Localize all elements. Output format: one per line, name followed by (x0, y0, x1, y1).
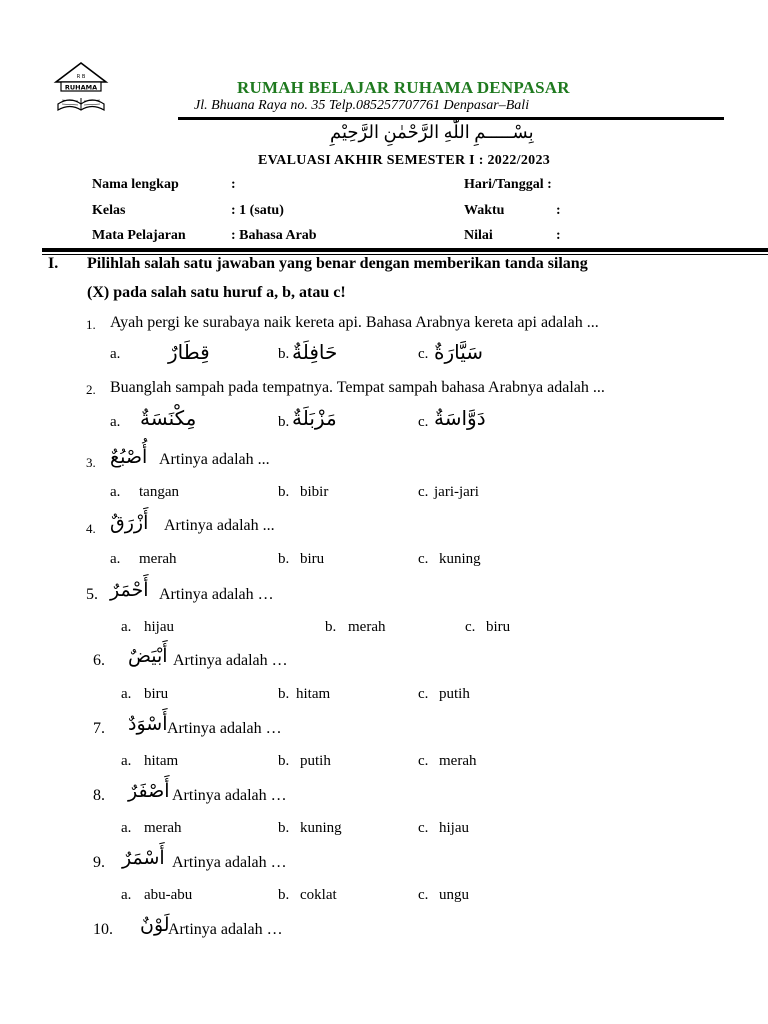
option-label[interactable]: a. (121, 619, 132, 635)
option-c[interactable]: jari-jari (434, 484, 479, 500)
option-c[interactable]: putih (439, 686, 470, 702)
option-a[interactable]: abu-abu (144, 887, 193, 903)
question-text: Buanglah sampah pada tempatnya. Tempat sampah bahasa Arabnya adalah ... (110, 379, 605, 396)
option-label[interactable]: a. (121, 686, 132, 702)
option-label[interactable]: b. (278, 346, 290, 362)
question-text: Ayah pergi ke surabaya naik kereta api. Bahasa Arabnya kereta api adalah ... (110, 314, 599, 331)
option-label[interactable]: c. (418, 484, 429, 500)
question-text: Artinya adalah … (159, 586, 274, 603)
question-number: 3. (86, 455, 96, 470)
option-label[interactable]: a. (121, 887, 132, 903)
option-c[interactable]: hijau (439, 820, 469, 836)
question-number: 2. (86, 382, 96, 397)
basmalah: بِسْـــــمِ اللّٰهِ الرَّحْمٰنِ الرَّحِيْمِ (330, 122, 534, 142)
option-label[interactable]: c. (418, 887, 429, 903)
option-label[interactable]: c. (418, 414, 429, 430)
school-logo (52, 60, 110, 114)
question-text: Artinya adalah … (172, 854, 287, 871)
option-label[interactable]: a. (110, 551, 121, 567)
option-b[interactable]: coklat (300, 887, 337, 903)
option-label[interactable]: c. (418, 820, 429, 836)
option-label[interactable]: a. (121, 820, 132, 836)
class-label: Kelas (92, 203, 126, 218)
question-text: Artinya adalah … (167, 720, 282, 737)
option-label[interactable]: c. (465, 619, 476, 635)
question-text: Artinya adalah ... (159, 451, 270, 468)
instruction-line-1: Pilihlah salah satu jawaban yang benar dengan memberikan tanda silang (87, 255, 588, 272)
option-c[interactable]: ungu (439, 887, 469, 903)
option-label[interactable]: b. (278, 753, 290, 769)
option-label[interactable]: c. (418, 346, 429, 362)
question-number: 8. (93, 787, 105, 804)
option-label[interactable]: b. (278, 484, 290, 500)
exam-title: EVALUASI AKHIR SEMESTER I : 2022/2023 (258, 153, 551, 168)
question-arabic: أَزْرَقٌ (110, 512, 149, 534)
option-a[interactable]: قِطَارٌ (168, 340, 210, 364)
logo-small-text: R B (76, 74, 86, 80)
question-number: 9. (93, 854, 105, 871)
option-label[interactable]: b. (278, 686, 290, 702)
option-c[interactable]: kuning (439, 551, 481, 567)
section-number: I. (48, 255, 59, 272)
time-label: Waktu (464, 203, 505, 218)
option-label[interactable]: a. (121, 753, 132, 769)
option-c[interactable]: biru (486, 619, 511, 635)
question-arabic: أُصْبُعٌ (110, 446, 148, 468)
class-value: : 1 (satu) (231, 203, 284, 218)
option-label[interactable]: c. (418, 551, 429, 567)
subject-label: Mata Pelajaran (92, 228, 186, 243)
question-text: Artinya adalah … (168, 921, 283, 938)
option-label[interactable]: c. (418, 686, 429, 702)
info-divider (42, 248, 768, 252)
option-b[interactable]: merah (348, 619, 386, 635)
option-c[interactable]: سَيَّارَةٌ (434, 340, 484, 364)
time-colon: : (556, 203, 561, 218)
option-b[interactable]: biru (300, 551, 325, 567)
option-label[interactable]: b. (278, 414, 290, 430)
option-label[interactable]: a. (110, 346, 121, 362)
option-a[interactable]: مِكْنَسَةٌ (140, 406, 197, 430)
question-text: Artinya adalah … (172, 787, 287, 804)
option-c[interactable]: دَوَّاسَةٌ (434, 406, 486, 430)
question-arabic: أَحْمَرٌ (110, 579, 149, 601)
option-a[interactable]: biru (144, 686, 169, 702)
question-number: 10. (93, 921, 113, 938)
option-b[interactable]: putih (300, 753, 331, 769)
question-arabic: أَسْمَرٌ (122, 847, 165, 869)
score-label: Nilai (464, 228, 493, 243)
option-label[interactable]: b. (278, 820, 290, 836)
question-number: 7. (93, 720, 105, 737)
option-label[interactable]: b. (278, 551, 290, 567)
option-a[interactable]: hitam (144, 753, 179, 769)
score-colon: : (556, 228, 561, 243)
option-b[interactable]: bibir (300, 484, 329, 500)
date-label: Hari/Tanggal : (464, 177, 552, 192)
question-arabic: أَبْيَضٌ (128, 645, 168, 667)
option-label[interactable]: b. (325, 619, 337, 635)
question-arabic: أَصْفَرٌ (128, 780, 170, 802)
question-number: 4. (86, 521, 96, 536)
option-b[interactable]: حَافِلَةٌ (292, 340, 338, 364)
option-a[interactable]: hijau (144, 619, 174, 635)
option-b[interactable]: مَزْبَلَةٌ (292, 406, 337, 430)
question-number: 1. (86, 317, 96, 332)
question-arabic: أَسْوَدٌ (128, 713, 168, 735)
organization-address: Jl. Bhuana Raya no. 35 Telp.085257707761 Denpasar–Bali (194, 98, 530, 113)
option-label[interactable]: a. (110, 414, 121, 430)
option-label[interactable]: c. (418, 753, 429, 769)
logo-text: RUHAMA (64, 83, 98, 92)
option-a[interactable]: merah (144, 820, 182, 836)
name-value[interactable]: : (231, 177, 236, 192)
question-number: 6. (93, 652, 105, 669)
option-a[interactable]: tangan (139, 484, 179, 500)
option-b[interactable]: kuning (300, 820, 342, 836)
name-label: Nama lengkap (92, 177, 179, 192)
instruction-line-2: (X) pada salah satu huruf a, b, atau c! (87, 284, 346, 301)
header-divider (178, 117, 724, 120)
option-c[interactable]: merah (439, 753, 477, 769)
option-label[interactable]: a. (110, 484, 121, 500)
option-a[interactable]: merah (139, 551, 177, 567)
option-b[interactable]: hitam (296, 686, 331, 702)
question-number: 5. (86, 586, 98, 603)
question-text: Artinya adalah … (173, 652, 288, 669)
question-arabic: لَوْنٌ (140, 914, 170, 936)
question-text: Artinya adalah ... (164, 517, 275, 534)
organization-name: RUMAH BELAJAR RUHAMA DENPASAR (237, 78, 570, 97)
option-label[interactable]: b. (278, 887, 290, 903)
subject-value: : Bahasa Arab (231, 228, 317, 243)
